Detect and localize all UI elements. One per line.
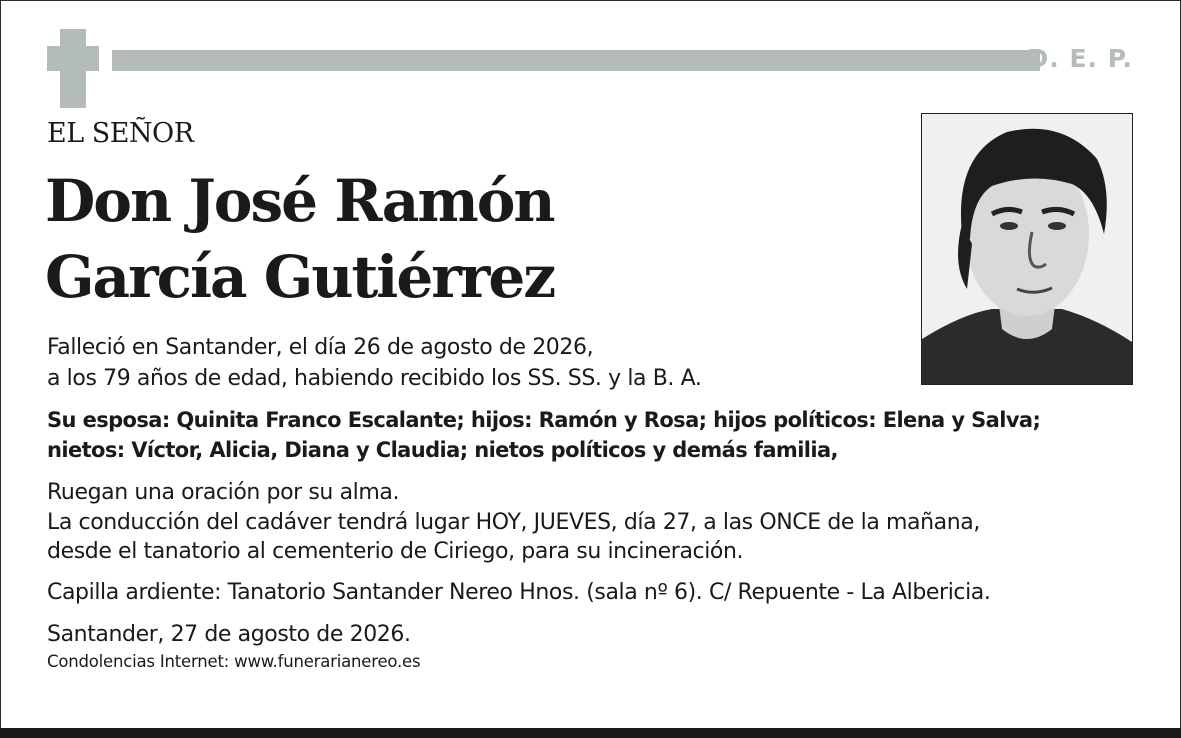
condolences-link[interactable]: Condolencias Internet: www.funerarianereo.es [47,652,421,671]
portrait-image [922,114,1132,384]
death-line-1: Falleció en Santander, el día 26 de agosto de 2026, [47,335,594,360]
place-date: Santander, 27 de agosto de 2026. [47,622,411,647]
ceremony-line-2: La conducción del cadáver tendrá lugar HOY, JUEVES, día 27, a las ONCE de la mañana, [47,510,980,535]
chapel-info: Capilla ardiente: Tanatorio Santander Nereo Hnos. (sala nº 6). C/ Repuente - La Albericia. [47,580,991,605]
ceremony-line-1: Ruegan una oración por su alma. [47,480,400,505]
name-line-2: García Gutiérrez [45,243,555,311]
death-line-2: a los 79 años de edad, habiendo recibido los SS. SS. y la B. A. [47,366,702,391]
name-line-1: Don José Ramón [45,167,554,235]
title-prefix: EL SEÑOR [47,118,194,149]
family-line-2: nietos: Víctor, Alicia, Diana y Claudia; nietos políticos y demás familia, [47,438,838,462]
portrait-photo [921,113,1133,385]
family-line-1: Su esposa: Quinita Franco Escalante; hijos: Ramón y Rosa; hijos políticos: Elena y Salva; [47,408,1041,432]
dep-label: D. E. P. [1027,44,1133,73]
deceased-name [45,163,554,315]
bottom-border [0,728,1181,738]
header-rule [112,50,1040,71]
ceremony-line-3: desde el tanatorio al cementerio de Ciriego, para su incineración. [47,539,744,564]
cross-icon-arm [47,46,99,71]
